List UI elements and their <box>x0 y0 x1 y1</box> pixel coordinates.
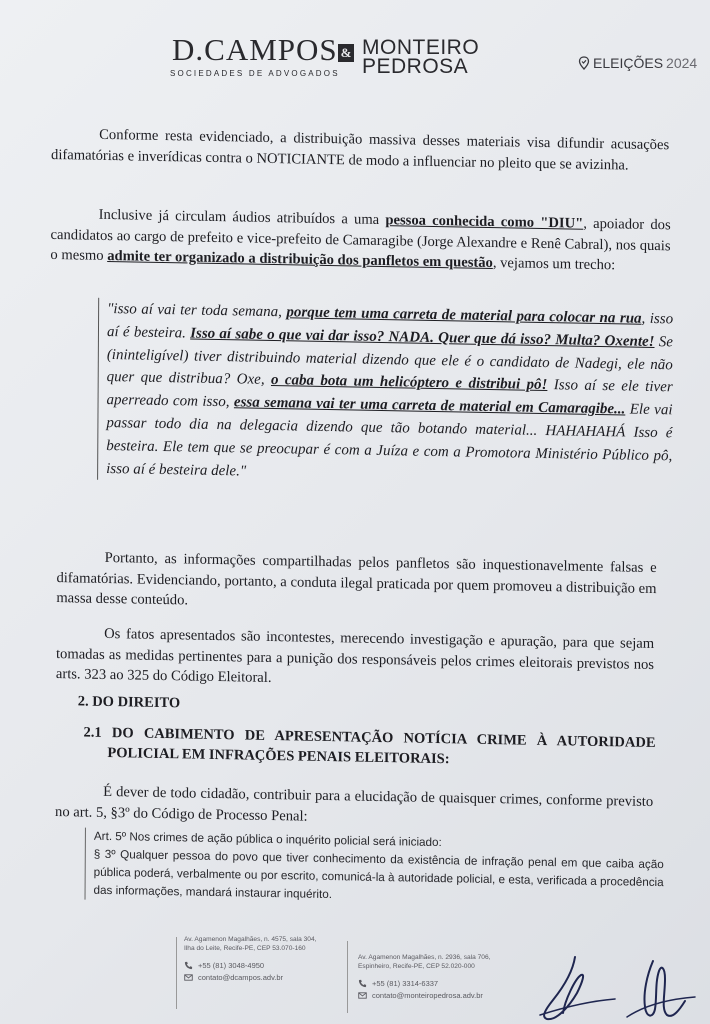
subsection-heading-line2: POLICIAL EM INFRAÇÕES PENAIS ELEITORAIS: <box>107 744 450 768</box>
email-icon <box>358 991 367 1000</box>
eleicoes-year: 2024 <box>666 55 698 71</box>
footer-right-address-1: Av. Agamenon Magalhães, n. 2936, sala 706, <box>358 954 491 961</box>
law-paragraph3: § 3º Qualquer pessoa do povo que tiver conhecimento da existência de infração penal em que caiba ação pública poderá, verbalmente ou por escrito, comunicá-la à autoridade policial, e esta, verificada a procedência das informações, mandará instaurar inquérito. <box>93 847 664 902</box>
p2-text-c: , vejamos um trecho: <box>492 255 616 274</box>
quote-underline-1: porque tem uma carreta de material para colocar na rua <box>286 304 642 327</box>
quote-underline-4: essa semana vai ter uma carreta de material em Camaragibe... <box>233 394 626 418</box>
law-art5: Art. 5º Nos crimes de ação pública o inquérito policial será iniciado: <box>93 829 442 850</box>
paragraph-1: Conforme resta evidenciado, a distribuição massiva desses materiais visa difundir acusações difamatórias e inverídicas contra o NOTICIANTE de modo a influenciar no pleito que se avizinha. <box>51 126 670 174</box>
quote-text-2: , isso aí é besteira. <box>106 310 674 342</box>
paragraph-3: Portanto, as informações compartilhadas pelos panfletos são inquestionavelmente falsas e difamatórias. Evidenciando, portanto, a conduta ilegal praticada por quem promoveu a distribuição em massa desse conteúdo. <box>56 549 657 609</box>
p2-underline-diu: pessoa conhecida como "DIU" <box>385 212 584 232</box>
footer-left-address-1: Av. Agamenon Magalhães, n. 4575, sala 304, <box>184 936 317 943</box>
quote-text-1: "isso aí vai ter toda semana, <box>107 300 287 321</box>
footer-left-phone-row <box>184 961 344 970</box>
dcampos-logo: D.CAMPOS <box>172 32 338 67</box>
p2-underline-admite: admite ter organizado a distribuição dos panfletos em questão <box>107 247 493 272</box>
footer-right-email-row <box>358 991 523 1000</box>
paragraph-2 <box>50 204 670 277</box>
footer-right-phone-row <box>358 979 523 988</box>
quote-text-5: Ele vai passar todo dia na delegacia dizendo que tão botando material... HAHAHAHÁ Isso é besteira. Ele tem que se preocupar é com a Juíza e com a Promotora Ministério Público pô, isso aí é besteira dele." <box>106 401 673 480</box>
letterhead-footer <box>0 935 710 1024</box>
footer-right-address-2: Espinheiro, Recife-PE, CEP 52.020-000 <box>358 963 475 970</box>
footer-right-email: contato@monteiropedrosa.adv.br <box>372 991 483 1000</box>
footer-left-email: contato@dcampos.adv.br <box>198 973 284 982</box>
eleicoes-label: ELEIÇÕES <box>593 55 664 71</box>
paragraph-4: Os fatos apresentados são incontestes, merecendo investigação e apuração, para que sejam tomadas as medidas pertinentes para a punição dos responsáveis pelos crimes eleitorais previstos nos arts. 323 ao 325 do Código Eleitoral. <box>55 625 655 686</box>
phone-icon <box>184 961 193 970</box>
logo-mp-line1: MONTEIRO <box>362 36 480 59</box>
dcampos-logo-subtitle: SOCIEDADES DE ADVOGADOS <box>170 69 340 78</box>
logo-mp-line2: PEDROSA <box>362 55 469 78</box>
ampersand-logo-mark: & <box>338 44 354 62</box>
quote-text-4: Isso aí se ele tiver aperreado com isso, <box>106 377 673 411</box>
footer-left-phone: +55 (81) 3048-4950 <box>198 961 265 970</box>
footer-right-phone: +55 (81) 3314-6337 <box>372 979 439 988</box>
email-icon <box>184 973 193 982</box>
law-citation <box>85 828 664 911</box>
handwritten-signatures <box>535 945 705 1024</box>
p2-text-b: , apoiador dos candidatos ao cargo de prefeito e vice-prefeito de Camaragibe (Jorge Alexandre e Renê Cabral), nos quais o mesmo <box>50 215 671 264</box>
footer-left-address-2: Ilha do Leite, Recife-PE, CEP 53.070-160 <box>184 945 306 952</box>
quote-text-3: Se (ininteligível) tiver distribuindo material dizendo que ele é o candidato de Nadegi, ele não quer que distribua? Oxe, <box>106 333 674 389</box>
quote-underline-2: Isso aí sabe o que vai dar isso? NADA. Quer que dá isso? Multa? Oxente! <box>190 325 655 350</box>
footer-monteiro <box>358 953 523 1000</box>
section-heading-direito: 2. DO DIREITO <box>77 693 181 712</box>
p2-text-a: Inclusive já circulam áudios atribuídos a uma <box>98 206 386 229</box>
footer-divider-left <box>176 937 177 1009</box>
quote-underline-3: o caba bota um helicóptero e distribui pô! <box>270 372 548 394</box>
footer-dcampos <box>184 935 344 982</box>
footer-left-email-row <box>184 973 344 982</box>
subsection-heading-line1: 2.1 DO CABIMENTO DE APRESENTAÇÃO NOTÍCIA CRIME À AUTORIDADE <box>83 724 656 752</box>
audio-transcript-quote <box>97 298 673 491</box>
paragraph-5: É dever de todo cidadão, contribuir para a elucidação de quaisquer crimes, conforme previsto no art. 5, §3º do Código de Processo Penal: <box>54 783 654 825</box>
phone-icon <box>358 979 367 988</box>
footer-divider-right <box>347 941 348 1013</box>
